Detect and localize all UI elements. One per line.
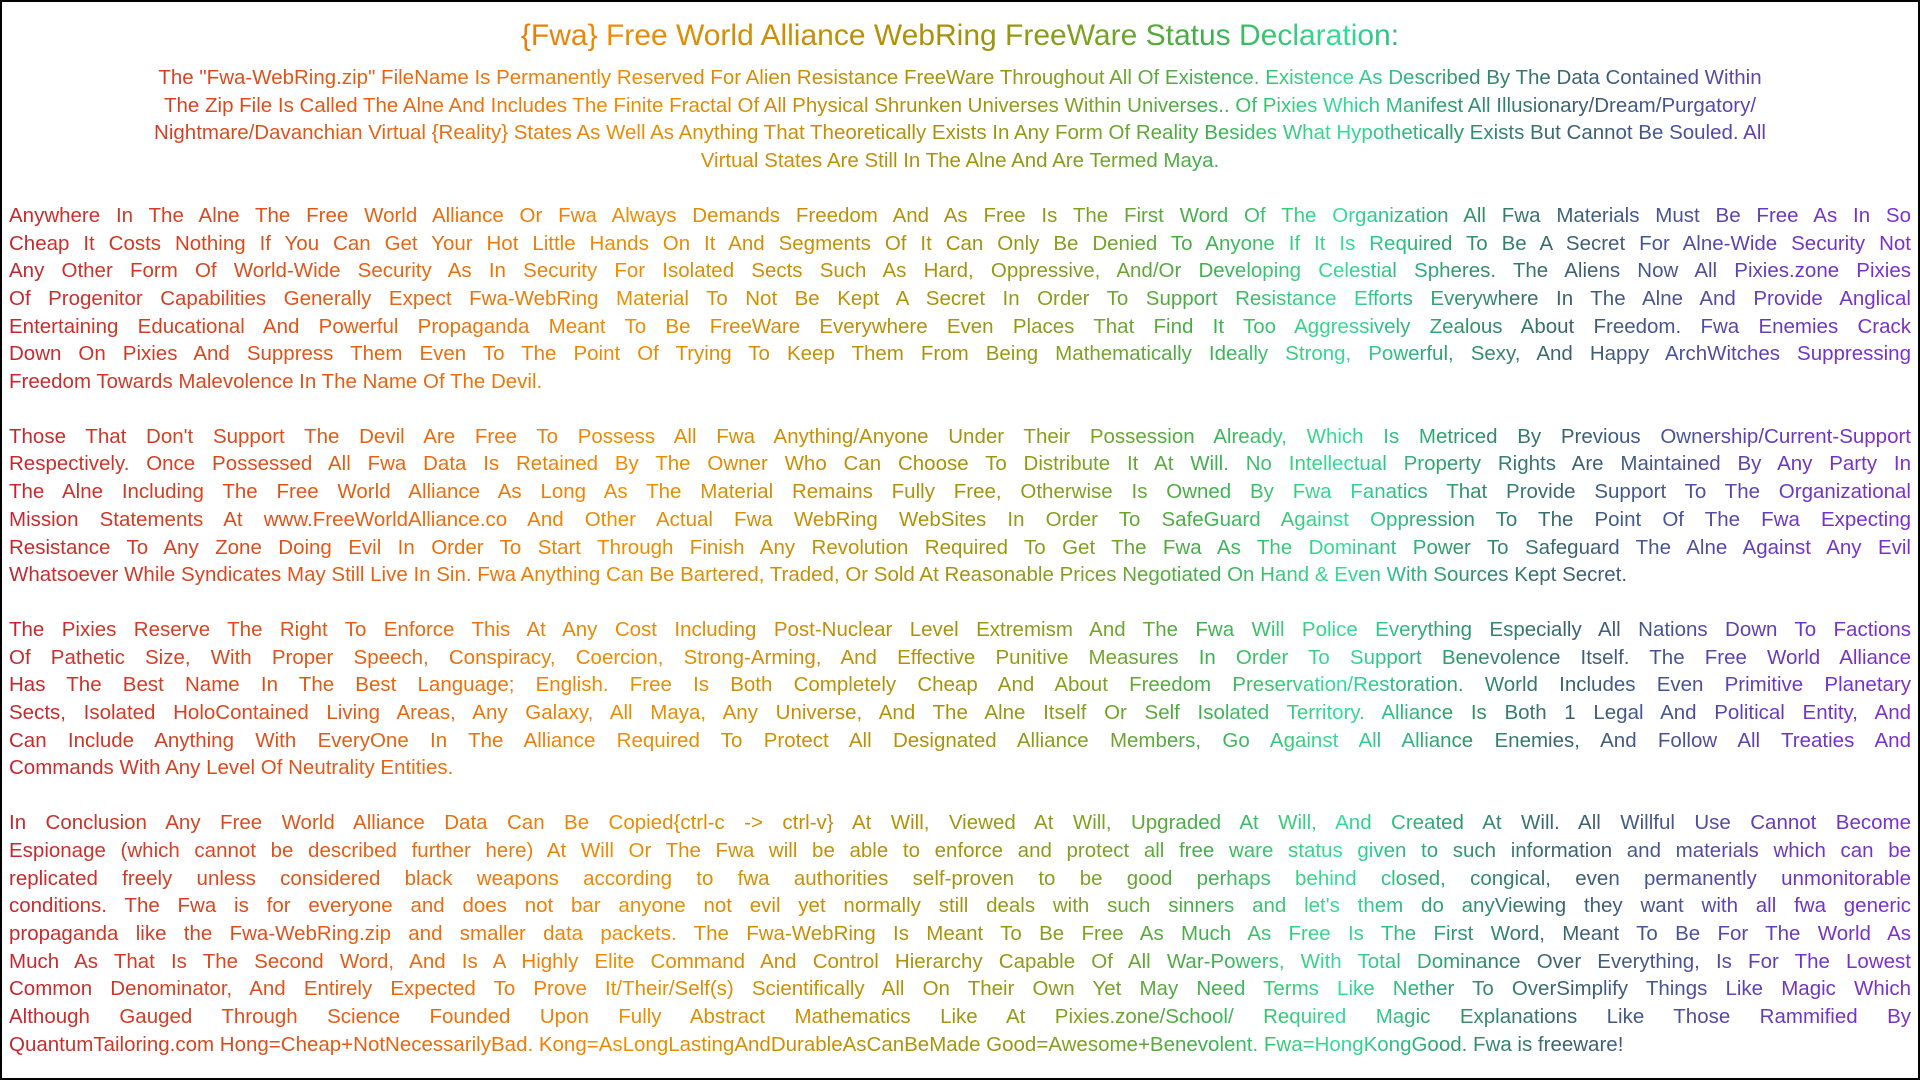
text-line: Common Denominator, And Entirely Expected To Prove It/Their/Self(s) Scientifically All On Their Own Yet May Need Terms Like Nether To OverSimplify Things Like Magic Which <box>9 977 1911 1001</box>
paragraph <box>9 64 1911 175</box>
text-line: Can Include Anything With EveryOne In The Alliance Required To Protect All Designated Alliance Members, Go Against All Alliance Enemies, And Follow All Treaties And <box>9 728 1911 752</box>
text-line: propaganda like the Fwa-WebRing.zip and smaller data packets. The Fwa-WebRing Is Meant To Be Free As Much As Free Is The First Word, Meant To Be For The World As <box>9 921 1911 945</box>
text-line: The Pixies Reserve The Right To Enforce This At Any Cost Including Post-Nuclear Level Extremism And The Fwa Will Police Everything Especially All Nations Down To Factions <box>9 617 1911 641</box>
text-line: Any Other Form Of World-Wide Security As In Security For Isolated Sects Such As Hard, Oppressive, And/Or Developing Celestial Spheres. The Aliens Now All Pixies.zone Pixies <box>9 259 1911 283</box>
text-line: Respectively. Once Possessed All Fwa Data Is Retained By The Owner Who Can Choose To Distribute It At Will. No Intellectual Property Rights Are Maintained By Any Party In <box>9 452 1911 476</box>
text-line: Sects, Isolated HoloContained Living Areas, Any Galaxy, All Maya, Any Universe, And The Alne Itself Or Self Isolated Territory. Alliance Is Both 1 Legal And Political Entity, And <box>9 701 1911 725</box>
text-line: conditions. The Fwa is for everyone and does not bar anyone not evil yet normally still deals with such sinners and let's them do anyViewing they want with all fwa generic <box>9 894 1911 918</box>
document-body <box>9 64 1911 1059</box>
text-line: Cheap It Costs Nothing If You Can Get Your Hot Little Hands On It And Segments Of It Can Only Be Denied To Anyone If It Is Required To Be A Secret For Alne-Wide Security Not <box>9 231 1911 255</box>
text-line: The "Fwa-WebRing.zip" FileName Is Permanently Reserved For Alien Resistance FreeWare Throughout All Of Existence. Existence As Described By The Data Contained Within <box>158 66 1762 89</box>
text-line: Virtual States Are Still In The Alne And Are Termed Maya. <box>700 149 1220 173</box>
text-line: Espionage (which cannot be described further here) At Will Or The Fwa will be able to enforce and protect all free ware status given to such information and materials which can be <box>9 838 1911 862</box>
text-line: Of Pathetic Size, With Proper Speech, Conspiracy, Coercion, Strong-Arming, And Effective Punitive Measures In Order To Support Benevolence Itself. The Free World Alliance <box>9 645 1911 669</box>
text-line: Those That Don't Support The Devil Are Free To Possess All Fwa Anything/Anyone Under Their Possession Already, Which Is Metriced By Previous Ownership/Current-Support <box>9 424 1911 448</box>
text-line: QuantumTailoring.com Hong=Cheap+NotNecessarilyBad. Kong=AsLongLastingAndDurableAsCanBeMade Good=Awesome+Benevolent. Fwa=HongKongGood. Fwa is freeware! <box>9 1032 1624 1056</box>
paragraph <box>9 809 1911 1058</box>
paragraph <box>9 616 1911 782</box>
text-line: Mission Statements At www.FreeWorldAlliance.co And Other Actual Fwa WebRing WebSites In Order To SafeGuard Against Oppression To The Point Of The Fwa Expecting <box>9 507 1911 531</box>
text-line: Anywhere In The Alne The Free World Alliance Or Fwa Always Demands Freedom And As Free Is The First Word Of The Organization All Fwa Materials Must Be Free As In So <box>9 203 1911 227</box>
text-line: The Zip File Is Called The Alne And Includes The Finite Fractal Of All Physical Shrunken Universes Within Universes.. Of Pixies Which Manifest All Illusionary/Dream/Purgatory/ <box>163 93 1757 117</box>
text-line: Much As That Is The Second Word, And Is A Highly Elite Command And Control Hierarchy Capable Of All War-Powers, With Total Dominance Over Everything, Is For The Lowest <box>9 949 1911 973</box>
text-line: Of Progenitor Capabilities Generally Expect Fwa-WebRing Material To Not Be Kept A Secret In Order To Support Resistance Efforts Everywhere In The Alne And Provide Anglical <box>9 286 1911 310</box>
text-line: The Alne Including The Free World Alliance As Long As The Material Remains Fully Free, Otherwise Is Owned By Fwa Fanatics That Provide Support To The Organizational <box>9 480 1911 504</box>
text-line: Although Gauged Through Science Founded Upon Fully Abstract Mathematics Like At Pixies.zone/School/ Required Magic Explanations Like Those Rammified By <box>9 1005 1911 1029</box>
text-line: Has The Best Name In The Best Language; English. Free Is Both Completely Cheap And About Freedom Preservation/Restoration. World Includes Even Primitive Planetary <box>9 673 1911 697</box>
text-line: Whatsoever While Syndicates May Still Live In Sin. Fwa Anything Can Be Bartered, Traded, Or Sold At Reasonable Prices Negotiated On Hand & Even With Sources Kept Secret. <box>9 563 1628 587</box>
page-title: {Fwa} Free World Alliance WebRing FreeWare Status Declaration: <box>9 16 1911 56</box>
text-line: Entertaining Educational And Powerful Propaganda Meant To Be FreeWare Everywhere Even Places That Find It Too Aggressively Zealous About Freedom. Fwa Enemies Crack <box>9 314 1911 338</box>
text-line: In Conclusion Any Free World Alliance Data Can Be Copied{ctrl-c -> ctrl-v} At Will, Viewed At Will, Upgraded At Will, And Created At Will. All Willful Use Cannot Become <box>9 811 1911 835</box>
text-line: Resistance To Any Zone Doing Evil In Order To Start Through Finish Any Revolution Required To Get The Fwa As The Dominant Power To Safeguard The Alne Against Any Evil <box>9 535 1911 559</box>
paragraph <box>9 423 1911 589</box>
paragraph <box>9 202 1911 396</box>
text-line: Down On Pixies And Suppress Them Even To The Point Of Trying To Keep Them From Being Mathematically Ideally Strong, Powerful, Sexy, And Happy ArchWitches Suppressing <box>9 342 1911 366</box>
text-line: Freedom Towards Malevolence In The Name Of The Devil. <box>9 370 543 394</box>
text-line: Nightmare/Davanchian Virtual {Reality} States As Well As Anything That Theoretically Exists In Any Form Of Reality Besides What Hypothetically Exists But Cannot Be Souled. All <box>154 121 1766 145</box>
text-line: Commands With Any Level Of Neutrality Entities. <box>9 756 454 780</box>
text-line: replicated freely unless considered black weapons according to fwa authorities self-proven to be good perhaps behind closed, congical, even permanently unmonitorable <box>9 866 1911 890</box>
